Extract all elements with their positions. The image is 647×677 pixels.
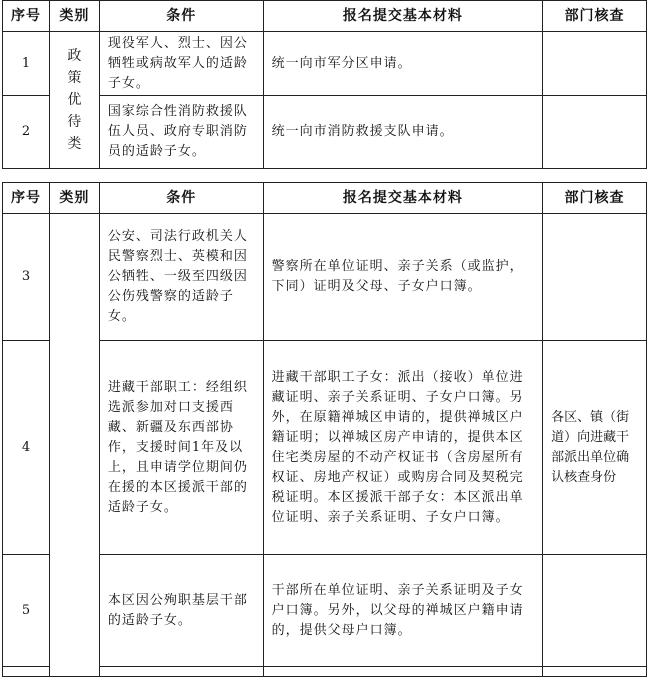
condition-cell: 现役军人、烈士、因公牺牲或病故军人的适龄子女。 — [99, 32, 263, 96]
header-check: 部门核查 — [543, 183, 647, 214]
row-num: 5 — [3, 555, 50, 667]
table-row — [3, 214, 647, 341]
table-row — [3, 32, 647, 96]
condition-cell: 公安、司法行政机关人民警察烈士、英模和因公牺牲、一级至四级因公伤残警察的适龄子女。 — [99, 214, 263, 341]
table-row — [3, 341, 647, 555]
materials-cell: 干部所在单位证明、亲子关系证明及子女户口簿。另外，以父母的禅城区户籍申请的，提供父母户口簿。 — [263, 555, 543, 667]
header-category: 类别 — [49, 1, 99, 32]
check-cell: 各区、镇（街道）向进藏干部派出单位确认核查身份 — [543, 341, 647, 555]
header-condition: 条件 — [99, 183, 263, 214]
header-check: 部门核查 — [543, 1, 647, 32]
table-row — [3, 96, 647, 169]
materials-cell: 进藏干部职工子女：派出（接收）单位进藏证明、亲子关系证明、子女户口簿。另外，在原籍禅城区申请的，提供禅城区户籍证明；以禅城区房产申请的，提供本区住宅类房屋的不动产权证书（含房屋所有权证、房地产权证）或购房合同及契税完税证明。本区援派干部子女：本区派出单位证明、亲子关系证明、子女户口簿。 — [263, 341, 543, 555]
row-num: 2 — [3, 96, 50, 169]
category-cell — [49, 214, 99, 677]
check-cell — [543, 555, 647, 667]
header-condition: 条件 — [99, 1, 263, 32]
header-materials: 报名提交基本材料 — [263, 1, 543, 32]
condition-cell: 本区因公殉职基层干部的适龄子女。 — [99, 555, 263, 667]
table-row — [3, 555, 647, 667]
check-cell — [543, 32, 647, 96]
header-num: 序号 — [3, 183, 50, 214]
condition-cell: 进藏干部职工：经组织选派参加对口支援西藏、新疆及东西部协作，支援时间1年及以上，且申请学位期间仍在援的本区援派干部的适龄子女。 — [99, 341, 263, 555]
row-num: 1 — [3, 32, 50, 96]
table-2 — [2, 182, 647, 677]
table-1 — [2, 0, 647, 169]
row-cell — [99, 667, 263, 677]
row-cell — [263, 667, 543, 677]
row-num: 3 — [3, 214, 50, 341]
category-cell — [49, 32, 99, 169]
materials-cell: 警察所在单位证明、亲子关系（或监护，下同）证明及父母、子女户口簿。 — [263, 214, 543, 341]
materials-cell: 统一向市消防救援支队申请。 — [263, 96, 543, 169]
category-label: 政策优待类 — [67, 48, 82, 152]
check-cell — [543, 214, 647, 341]
condition-cell: 国家综合性消防救援队伍人员、政府专职消防员的适龄子女。 — [99, 96, 263, 169]
table-1-header-row — [3, 1, 647, 32]
materials-cell: 统一向市军分区申请。 — [263, 32, 543, 96]
header-category: 类别 — [49, 183, 99, 214]
row-num: 4 — [3, 341, 50, 555]
table-row — [3, 667, 647, 677]
row-cell — [3, 667, 50, 677]
row-cell — [543, 667, 647, 677]
table-2-header-row — [3, 183, 647, 214]
check-cell — [543, 96, 647, 169]
header-num: 序号 — [3, 1, 50, 32]
header-materials: 报名提交基本材料 — [263, 183, 543, 214]
